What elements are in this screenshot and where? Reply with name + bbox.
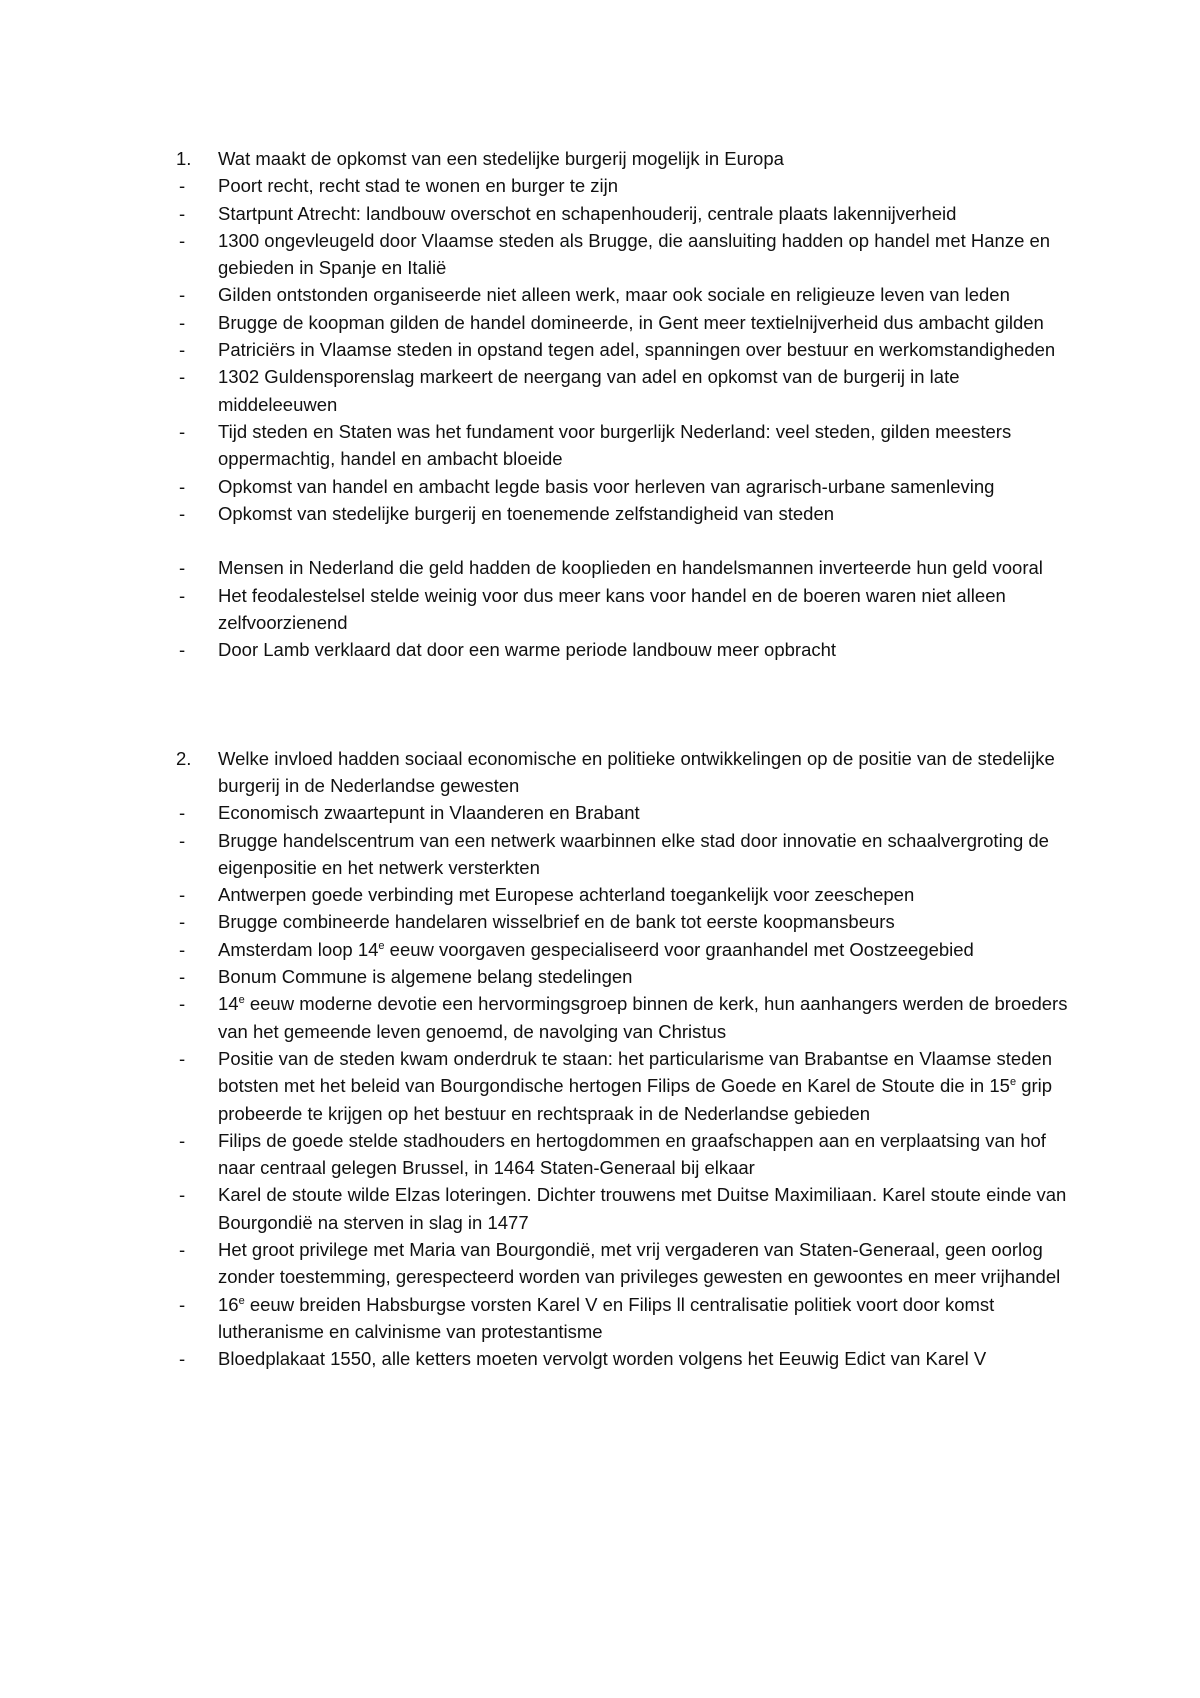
bullet-text — [218, 284, 1010, 305]
text-run: Bloedplakaat 1550, alle ketters moeten vervolgt worden volgens het Eeuwig Edict van Karel V — [218, 1348, 987, 1370]
bullet-text — [218, 939, 974, 960]
bullet-dash: - — [179, 1184, 186, 1206]
ordinal-superscript: e — [1009, 1076, 1017, 1089]
text-run: grip probeerde te krijgen op het bestuur en rechtspraak in de Nederlandse gebieden — [218, 1075, 1053, 1124]
bullet-item — [176, 554, 1076, 581]
bullet-item — [176, 500, 1076, 527]
bullet-dash: - — [179, 802, 186, 824]
bullet-text — [218, 366, 960, 414]
question-section — [176, 145, 1076, 664]
bullet-item — [176, 309, 1076, 336]
text-run: Antwerpen goede verbinding met Europese achterland toegankelijk voor zeeschepen — [218, 884, 915, 906]
bullet-dash: - — [179, 1348, 186, 1370]
bullet-text — [218, 802, 640, 823]
bullet-dash: - — [179, 284, 186, 306]
document-body — [176, 145, 1076, 1372]
text-run: Patriciërs in Vlaamse steden in opstand tegen adel, spanningen over bestuur en werkomstandigheden — [218, 339, 1056, 361]
bullet-text — [218, 1130, 1046, 1178]
bullet-dash: - — [179, 311, 186, 333]
text-run: Het feodalestelsel stelde weinig voor dus meer kans voor handel en de boeren waren niet alleen zelfvoorzienend — [218, 584, 1006, 634]
text-run: Opkomst van handel en ambacht legde basis voor herleven van agrarisch-urbane samenleving — [218, 475, 995, 497]
bullet-text — [218, 830, 1049, 878]
question-section — [176, 745, 1076, 1373]
bullet-item — [176, 227, 1076, 282]
bullet-text — [218, 1184, 1066, 1232]
bullet-text — [218, 585, 1006, 633]
bullet-item — [176, 1345, 1076, 1372]
question-heading — [176, 745, 1076, 800]
bullet-dash: - — [179, 502, 186, 524]
text-run: Brugge handelscentrum van een netwerk waarbinnen elke stad door innovatie en schaalvergroting de eigenpositie en het netwerk versterkten — [218, 829, 1049, 878]
bullet-item — [176, 200, 1076, 227]
text-run: Het groot privilege met Maria van Bourgondië, met vrij vergaderen van Staten-Generaal, geen oorlog zonder toestemming, gerespecteerd worden van privileges gewesten en gewoontes en meer vrijhandel — [218, 1238, 1061, 1288]
bullet-item — [176, 963, 1076, 990]
bullet-text — [218, 312, 1044, 333]
bullet-text — [218, 175, 618, 196]
bullet-item — [176, 1181, 1076, 1236]
bullet-text — [218, 557, 1043, 578]
text-run: Door Lamb verklaard dat door een warme periode landbouw meer opbracht — [218, 639, 837, 661]
ordinal-superscript: e — [378, 939, 385, 952]
bullet-text — [218, 1048, 1052, 1124]
question-number: 1. — [176, 148, 192, 169]
bullet-text — [218, 884, 914, 905]
bullet-item — [176, 1127, 1076, 1182]
bullet-dash: - — [179, 1047, 186, 1069]
bullet-dash: - — [179, 202, 186, 224]
bullet-item — [176, 990, 1076, 1045]
bullet-text — [218, 203, 956, 224]
text-run: Gilden ontstonden organiseerde niet alleen werk, maar ook sociale en religieuze leven van leden — [218, 284, 1010, 306]
bullet-item — [176, 827, 1076, 882]
bullet-text — [218, 993, 1067, 1041]
blank-line — [176, 527, 1076, 554]
bullet-dash: - — [179, 175, 186, 197]
text-run: Positie van de steden kwam onderdruk te staan: het particularisme van Brabantse en Vlaamse steden botsten met het beleid van Bourgondische hertogen Filips de Goede en Karel de Stoute die in 15 — [218, 1047, 1052, 1097]
text-run: Brugge de koopman gilden de handel domineerde, in Gent meer textielnijverheid dus ambacht gilden — [218, 311, 1044, 333]
bullet-dash: - — [179, 966, 186, 988]
text-run: Economisch zwaartepunt in Vlaanderen en Brabant — [218, 802, 640, 824]
text-run: Mensen in Nederland die geld hadden de kooplieden en handelsmannen inverteerde hun geld vooral — [218, 557, 1043, 579]
text-run: Amsterdam loop 14 — [218, 938, 379, 960]
text-run: Tijd steden en Staten was het fundament voor burgerlijk Nederland: veel steden, gilden meesters oppermachtig, handel en ambacht bloeide — [218, 420, 1012, 470]
bullet-text — [218, 1348, 986, 1369]
bullet-text — [218, 503, 834, 524]
bullet-item — [176, 418, 1076, 473]
bullet-item — [176, 936, 1076, 963]
text-run: Poort recht, recht stad te wonen en burger te zijn — [218, 175, 619, 197]
bullet-item — [176, 582, 1076, 637]
bullet-text — [218, 230, 1050, 278]
text-run: Filips de goede stelde stadhouders en hertogdommen en graafschappen aan en verplaatsing van hof naar centraal gelegen Brussel, in 1464 Staten-Generaal bij elkaar — [218, 1129, 1046, 1179]
bullet-item — [176, 336, 1076, 363]
bullet-dash: - — [179, 229, 186, 251]
bullet-text — [218, 421, 1011, 469]
bullet-dash: - — [179, 993, 186, 1015]
text-run: Opkomst van stedelijke burgerij en toenemende zelfstandigheid van steden — [218, 502, 835, 524]
bullet-item — [176, 281, 1076, 308]
question-heading — [176, 145, 1076, 172]
bullet-text — [218, 1239, 1060, 1287]
bullet-dash: - — [179, 1129, 186, 1151]
bullet-dash: - — [179, 938, 186, 960]
text-run: Brugge combineerde handelaren wisselbrief en de bank tot eerste koopmansbeurs — [218, 911, 895, 933]
bullet-item — [176, 799, 1076, 826]
bullet-item — [176, 636, 1076, 663]
bullet-text — [218, 1294, 994, 1342]
bullet-item — [176, 881, 1076, 908]
bullet-text — [218, 911, 895, 932]
bullet-item — [176, 1291, 1076, 1346]
text-run: 1302 Guldensporenslag markeert de neergang van adel en opkomst van de burgerij in late middeleeuwen — [218, 366, 960, 415]
text-run: eeuw moderne devotie een hervormingsgroep binnen de kerk, hun aanhangers werden de broeders van het gemeende leven genoemd, de navolging van Christus — [218, 993, 1068, 1042]
bullet-dash: - — [179, 584, 186, 606]
bullet-dash: - — [179, 639, 186, 661]
question-text: Welke invloed hadden sociaal economische en politieke ontwikkelingen op de positie van de stedelijke burgerij in de Nederlandse gewesten — [218, 747, 1055, 796]
bullet-item — [176, 1236, 1076, 1291]
bullet-text — [218, 966, 632, 987]
bullet-item — [176, 172, 1076, 199]
text-run: Startpunt Atrecht: landbouw overschot en schapenhouderij, centrale plaats lakennijverheid — [218, 202, 957, 224]
bullet-item — [176, 473, 1076, 500]
question-text: Wat maakt de opkomst van een stedelijke burgerij mogelijk in Europa — [218, 148, 784, 169]
bullet-dash: - — [179, 911, 186, 933]
text-run: eeuw breiden Habsburgse vorsten Karel V en Filips ll centralisatie politiek voort door komst lutheranisme en calvinisme van protestantisme — [218, 1293, 995, 1342]
text-run: eeuw voorgaven gespecialiseerd voor graanhandel met Oostzeegebied — [384, 938, 974, 960]
bullet-dash: - — [179, 884, 186, 906]
bullet-dash: - — [179, 557, 186, 579]
bullet-text — [218, 339, 1055, 360]
bullet-dash: - — [179, 475, 186, 497]
text-run: 16 — [218, 1293, 239, 1315]
bullet-item — [176, 908, 1076, 935]
text-run: 1300 ongevleugeld door Vlaamse steden als Brugge, die aansluiting hadden op handel met Hanze en gebieden in Spanje en Italië — [218, 229, 1051, 279]
bullet-text — [218, 476, 994, 497]
text-run: Bonum Commune is algemene belang stedelingen — [218, 966, 633, 988]
question-number: 2. — [176, 747, 192, 769]
text-run: 14 — [218, 993, 239, 1015]
ordinal-superscript: e — [238, 994, 245, 1007]
bullet-item — [176, 363, 1076, 418]
bullet-dash: - — [179, 829, 186, 851]
bullet-item — [176, 1045, 1076, 1127]
text-run: Karel de stoute wilde Elzas loteringen. Dichter trouwens met Duitse Maximiliaan. Karel stoute einde van Bourgondië na sterven in slag in 1477 — [218, 1184, 1067, 1233]
bullet-dash: - — [179, 339, 186, 361]
bullet-dash: - — [179, 1293, 186, 1315]
bullet-dash: - — [179, 420, 186, 442]
ordinal-superscript: e — [238, 1294, 245, 1307]
bullet-dash: - — [179, 1238, 186, 1260]
bullet-dash: - — [179, 366, 186, 388]
bullet-text — [218, 639, 836, 660]
